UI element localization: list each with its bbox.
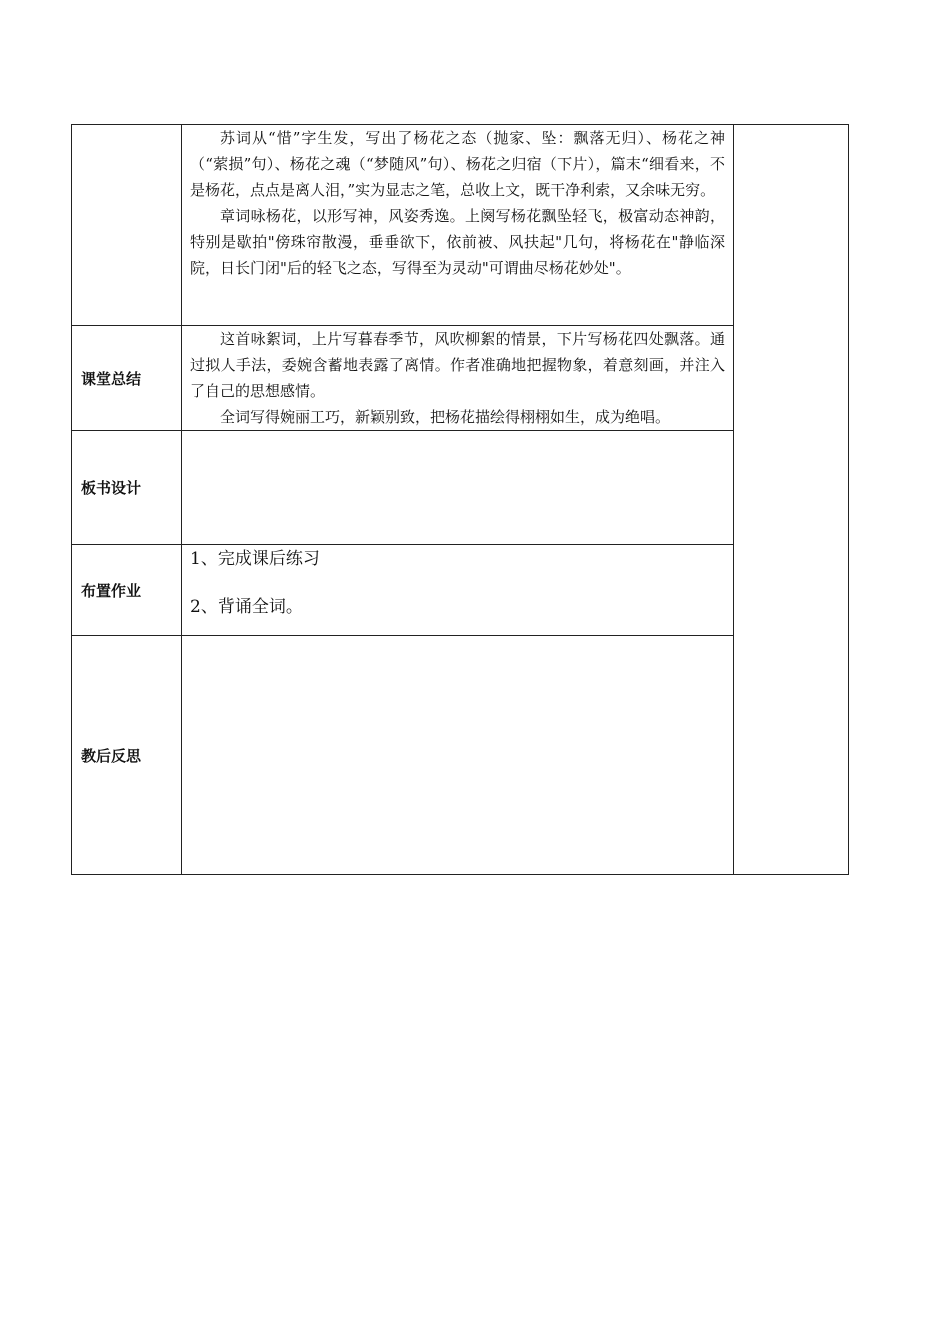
analysis-content-cell	[182, 125, 734, 326]
summary-row	[72, 326, 849, 431]
board-design-row	[72, 431, 849, 545]
analysis-row	[72, 125, 849, 326]
homework-content-cell	[182, 545, 734, 636]
summary-paragraph: 这首咏絮词，上片写暮春季节，风吹柳絮的情景，下片写杨花四处飘落。通过拟人手法，委婉含蓄地表露了离情。作者准确地把握物象，着意刻画，并注入了自己的思想感情。	[190, 330, 725, 400]
board-design-label: 板书设计	[72, 431, 182, 545]
summary-content-cell	[182, 326, 734, 431]
summary-label: 课堂总结	[72, 326, 182, 431]
analysis-paragraph: 章词咏杨花，以形写神，风姿秀逸。上阕写杨花飘坠轻飞，极富动态神韵，特别是歇拍"傍珠帘散漫，垂垂欲下，依前被、风扶起"几句，将杨花在"静临深院，日长门闭"后的轻飞之态，写得至为灵动"可谓曲尽杨花妙处"。	[190, 207, 725, 277]
homework-item: 1、完成课后练习	[190, 549, 320, 569]
homework-item: 2、背诵全词。	[190, 597, 303, 617]
homework-row	[72, 545, 849, 636]
analysis-label-cell	[72, 125, 182, 326]
homework-label: 布置作业	[72, 545, 182, 636]
notes-column-cell	[734, 125, 849, 875]
summary-paragraph: 全词写得婉丽工巧，新颖别致，把杨花描绘得栩栩如生，成为绝唱。	[220, 408, 671, 426]
analysis-paragraph: 苏词从“惜”字生发，写出了杨花之态（抛家、坠：飘落无归）、杨花之神（“萦损”句）、杨花之魂（“梦随风”句）、杨花之归宿（下片），篇末“细看来，不是杨花，点点是离人泪，”实为显志之笔，总收上文，既干净利索，又余味无穷。	[190, 129, 725, 199]
reflection-label: 教后反思	[72, 636, 182, 875]
board-design-content-cell	[182, 431, 734, 545]
reflection-row	[72, 636, 849, 875]
lesson-plan-table	[71, 124, 849, 875]
reflection-content-cell	[182, 636, 734, 875]
